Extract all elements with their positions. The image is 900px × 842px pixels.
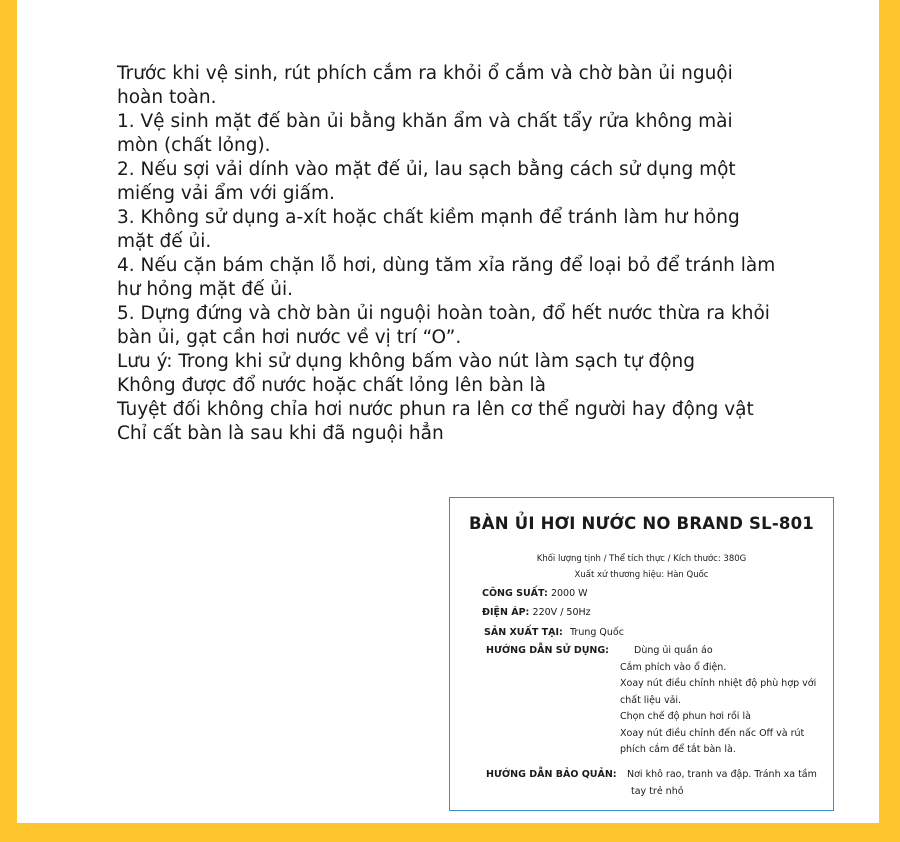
power-label: CÔNG SUẤT: <box>482 588 548 599</box>
instruction-line: mặt đế ủi. <box>117 231 212 252</box>
cleaning-instructions <box>117 62 857 446</box>
instruction-line: 1. Vệ sinh mặt đế bàn ủi bằng khăn ẩm và chất tẩy rửa không mài <box>117 111 733 132</box>
power-value: 2000 W <box>550 588 588 599</box>
usage-label: HƯỚNG DẪN SỬ DỤNG: <box>486 645 609 656</box>
voltage-label: ĐIỆN ÁP: <box>482 607 530 618</box>
instruction-line: mòn (chất lỏng). <box>117 135 271 156</box>
voltage-value: 220V / 50Hz <box>532 607 591 618</box>
power-row <box>482 588 588 599</box>
usage-line: chất liệu vải. <box>620 694 682 706</box>
usage-line: Xoay nút điều chỉnh đến nấc Off và rút <box>620 727 805 739</box>
storage-lines <box>627 767 817 800</box>
voltage-row <box>482 607 591 618</box>
usage-line: Cắm phích vào ổ điện. <box>620 661 727 673</box>
instruction-line: miếng vải ẩm với giấm. <box>117 183 335 204</box>
instruction-line: Không được đổ nước hoặc chất lỏng lên bàn là <box>117 375 547 396</box>
storage-line: Nơi khô rao, tranh va đập. Tránh xa tầm <box>627 769 817 780</box>
storage-line: tay trẻ nhỏ <box>631 785 684 797</box>
net-weight-text: Khối lượng tịnh / Thể tích thực / Kích thước: 380G <box>536 554 747 564</box>
instruction-line: Chỉ cất bàn là sau khi đã nguội hẳn <box>117 423 444 444</box>
instruction-line: hoàn toàn. <box>117 87 217 108</box>
storage-label: HƯỚNG DẪN BẢO QUẢN: <box>486 769 617 780</box>
instruction-line: Trước khi vệ sinh, rút phích cắm ra khỏi ổ cắm và chờ bàn ủi nguội <box>117 63 733 84</box>
usage-line: Chọn chế độ phun hơi rồi là <box>620 711 751 722</box>
made-in-label: SẢN XUẤT TẠI: <box>484 627 563 638</box>
instruction-line: 4. Nếu cặn bám chặn lỗ hơi, dùng tăm xỉa răng để loại bỏ để tránh làm <box>117 255 776 276</box>
instruction-line: Tuyệt đối không chỉa hơi nước phun ra lên cơ thể người hay động vật <box>117 399 754 420</box>
instruction-line: Lưu ý: Trong khi sử dụng không bấm vào nút làm sạch tự động <box>117 351 695 372</box>
instruction-line: 3. Không sử dụng a-xít hoặc chất kiềm mạnh để tránh làm hư hỏng <box>117 207 740 228</box>
made-in-value: Trung Quốc <box>570 627 624 638</box>
usage-lines <box>620 643 817 759</box>
brand-origin-text: Xuất xứ thương hiệu: Hàn Quốc <box>574 570 709 580</box>
usage-line: phích cắm để tắt bàn là. <box>620 744 736 755</box>
instruction-line: 2. Nếu sợi vải dính vào mặt đế ủi, lau sạch bằng cách sử dụng một <box>117 159 736 180</box>
page-background <box>17 0 879 823</box>
made-in-row <box>484 627 624 638</box>
usage-line: Dùng ủi quần áo <box>634 645 713 656</box>
instruction-line: bàn ủi, gạt cần hơi nước về vị trí “O”. <box>117 327 462 348</box>
instruction-line: 5. Dựng đứng và chờ bàn ủi nguội hoàn toàn, đổ hết nước thừa ra khỏi <box>117 303 770 324</box>
product-label <box>449 497 834 811</box>
product-title: BÀN ỦI HƠI NƯỚC NO BRAND SL-801 <box>469 514 814 533</box>
usage-line: Xoay nút điều chỉnh nhiệt độ phù hợp với <box>620 678 817 689</box>
instruction-line: hư hỏng mặt đế ủi. <box>117 279 293 300</box>
